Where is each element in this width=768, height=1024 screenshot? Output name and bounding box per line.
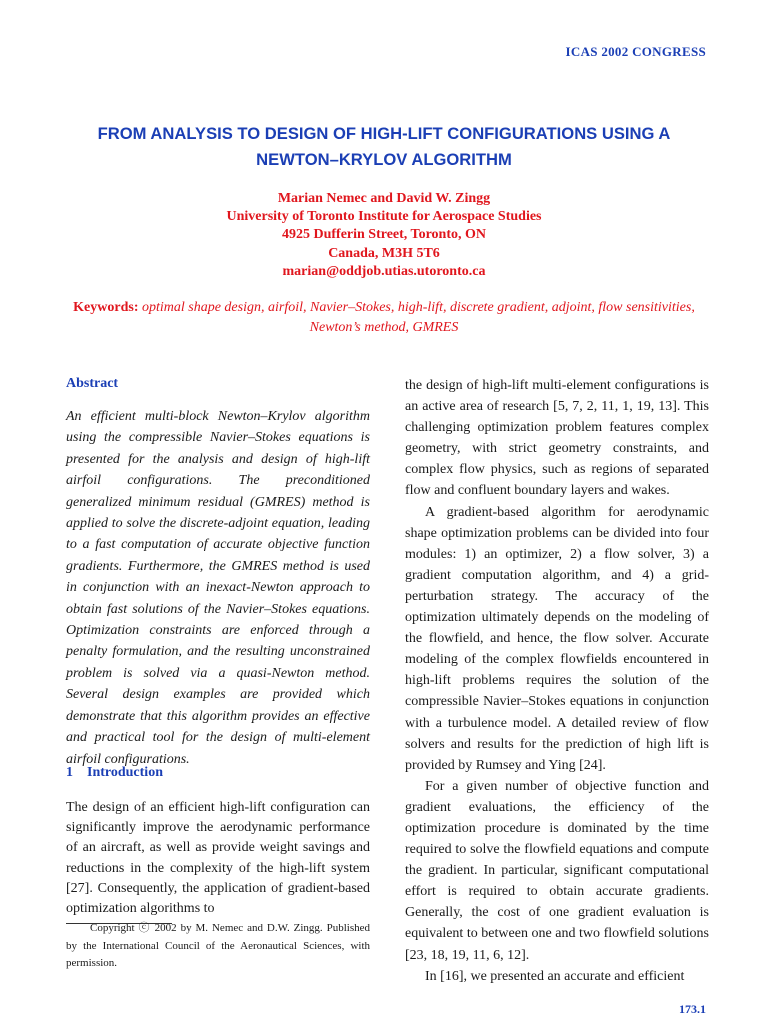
- introduction-text: The design of an efficient high-lift configuration can significantly improve the aerodynamic performance of an aircraft, as well as provide weight savings and reductions in the complexity of the high-lift system [27]. Consequently, the application of gradient-based optimization algorithms to: [66, 800, 370, 917]
- title-line-2: NEWTON–KRYLOV ALGORITHM: [256, 150, 512, 169]
- introduction-heading: [66, 765, 163, 781]
- congress-header: ICAS 2002 CONGRESS: [565, 44, 706, 59]
- paragraph-4: In [16], we presented an accurate and efficient: [425, 968, 685, 984]
- paper-title: [40, 121, 728, 173]
- abstract-text: An efficient multi-block Newton–Krylov algorithm using the compressible Navier–Stokes equations is presented for the analysis and design of high-lift airfoil configurations. The preconditioned generalized minimum residual (GMRES) method is applied to solve the discrete-adjoint equation, leading to a fast computation of accurate objective function gradients. Furthermore, the GMRES method is used in conjunction with an inexact-Newton approach to obtain fast solutions of the Navier–Stokes equations. Optimization constraints are enforced through a penalty formulation, and the resulting unconstrained problem is solved via a quasi-Newton method. Several design examples are provided which demonstrate that this algorithm provides an effective and practical tool for the design of multi-element airfoil configurations.: [66, 409, 370, 767]
- title-line-1: FROM ANALYSIS TO DESIGN OF HIGH-LIFT CONFIGURATIONS USING A: [97, 124, 671, 143]
- keywords-label: Keywords:: [73, 300, 139, 315]
- copyright-footnote: [66, 920, 370, 973]
- author-names: Marian Nemec and David W. Zingg: [277, 191, 491, 206]
- author-street: 4925 Dufferin Street, Toronto, ON: [281, 227, 487, 243]
- section-number: 1: [66, 765, 73, 780]
- author-affiliation: University of Toronto Institute for Aerospace Studies: [226, 209, 542, 225]
- abstract-heading: Abstract: [66, 376, 119, 391]
- author-block: [40, 190, 728, 281]
- paragraph-2: A gradient-based algorithm for aerodynamic shape optimization problems can be divided into four modules: 1) an optimizer, 2) a flow solver, 3) a gradient computation algorithm, and 4) a grid-perturbation strategy. The accuracy of the optimization ultimately depends on the modeling of the flowfield, and hence, the flow solver. Accurate modeling of the complex flowfields encountered in high-lift problems requires the solution of the compressible Navier–Stokes equations in conjunction with a turbulence model. A detailed review of flow solvers and results for the prediction of high lift is provided by Rumsey and Ying [24].: [405, 504, 709, 773]
- keywords-text: optimal shape design, airfoil, Navier–Stokes, high-lift, discrete gradient, adjoint, flow sensitivities, Newton’s method, GMRES: [141, 300, 695, 335]
- author-email: marian@oddjob.utias.utoronto.ca: [282, 263, 486, 279]
- author-country: Canada, M3H 5T6: [328, 245, 440, 261]
- keywords: [60, 298, 708, 338]
- paragraph-1: the design of high-lift multi-element configurations is an active area of research [5, 7, 2, 11, 1, 19, 13]. This challenging optimization problem features complex geometry, with strict geometry constraints, and complex flow physics, such as regions of separated flow and confluent boundary layers and wakes.: [405, 378, 709, 499]
- page-number: 173.1: [679, 1002, 706, 1016]
- section-title: Introduction: [87, 765, 163, 780]
- copyright-text: Copyright ⓒ 2002 by M. Nemec and D.W. Zingg. Published by the International Council of the Aeronautical Sciences, with permission.: [66, 922, 370, 969]
- paragraph-3: For a given number of objective function and gradient evaluations, the efficiency of the optimization procedure is dominated by the time required to solve the flowfield equations and compute the gradient. In particular, significant computational effort is required to obtain accurate gradients. Generally, the cost of one gradient evaluation is equivalent to between one and two flowfield solutions [23, 18, 19, 11, 6, 12].: [405, 778, 709, 963]
- right-column: [405, 375, 709, 987]
